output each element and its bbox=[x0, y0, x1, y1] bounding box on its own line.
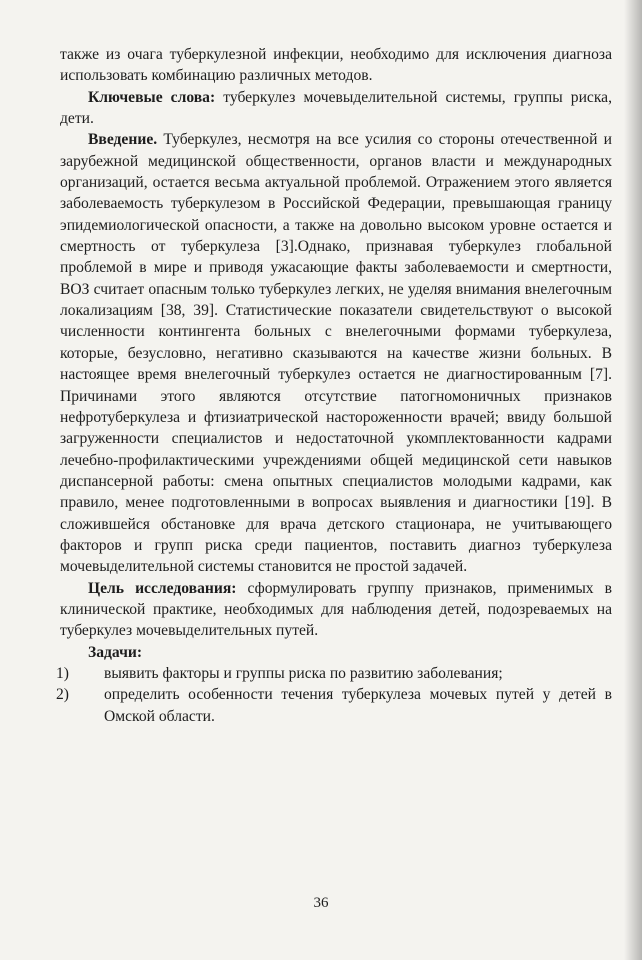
tasks-list bbox=[56, 663, 612, 727]
intro-tail-paragraph: также из очага туберкулезной инфекции, необходимо для исключения диагноза использовать комбинацию различных методов. bbox=[60, 46, 612, 85]
task-number: 2) bbox=[56, 686, 69, 704]
page-edge-shadow bbox=[624, 0, 642, 960]
goal-text: сформулировать группу признаков, применимых в клинической практике, необходимых для наблюдения детей, подозреваемых на туберкулез мочевыделительных путей. bbox=[60, 579, 612, 640]
introduction-paragraph bbox=[60, 129, 612, 577]
tasks-heading bbox=[60, 642, 612, 663]
task-text: выявить факторы и группы риска по развитию заболевания; bbox=[104, 664, 503, 682]
list-item bbox=[56, 684, 612, 727]
list-item bbox=[56, 663, 612, 684]
introduction-text: Туберкулез, несмотря на все усилия со стороны отечественной и зарубежной медицинской общественности, органов власти и международных организаций, остается весьма актуальной проблемой. Отражением этого является заболеваемость туберкулезом в Российской Федерации, превышающая границу эпидемиологической опасности, а также на довольно высоком уровне остается и смертность от туберкулеза [3].Однако, признавая туберкулез глобальной проблемой в мире и приводя ужасающие факты заболеваемости и смертности, ВОЗ считает опасным только туберкулез легких, не уделяя внимания внелегочным локализациям [38, 39]. Статистические показатели свидетельствуют о высокой численности контингента больных с внелегочными формами туберкулеза, которые, безусловно, негативно сказываются на качестве жизни больных. В настоящее время внелегочный туберкулез остается не диагностированным [7]. Причинами этого являются отсутствие патогномоничных признаков нефротуберкулеза и фтизиатрической настороженности врачей; ввиду большой загруженности специалистов и недостаточной укомплектованности кадрами лечебно-профилактическими учреждениями общей медицинской сети навыков диспансерной работы: смена опытных специалистов молодыми кадрами, как правило, менее подготовленными в вопросах выявления и диагностики [19]. В сложившейся обстановке для врача детского стационара, не учитывающего факторов и групп риска среди пациентов, поставить диагноз туберкулеза мочевыделительной системы становится не простой задачей. bbox=[60, 131, 612, 576]
tasks-label: Задачи: bbox=[88, 643, 143, 661]
goal-label: Цель исследования: bbox=[88, 579, 237, 597]
task-number: 1) bbox=[56, 664, 69, 682]
task-text: определить особенности течения туберкулеза мочевых путей у детей в Омской области. bbox=[104, 686, 612, 725]
keywords-paragraph bbox=[60, 87, 612, 130]
introduction-label: Введение. bbox=[88, 131, 158, 149]
keywords-text: туберкулез мочевыделительной системы, группы риска, дети. bbox=[60, 88, 612, 128]
goal-paragraph bbox=[60, 578, 612, 642]
document-body bbox=[56, 44, 612, 727]
page-number: 36 bbox=[313, 895, 329, 911]
keywords-label: Ключевые слова: bbox=[88, 88, 216, 106]
